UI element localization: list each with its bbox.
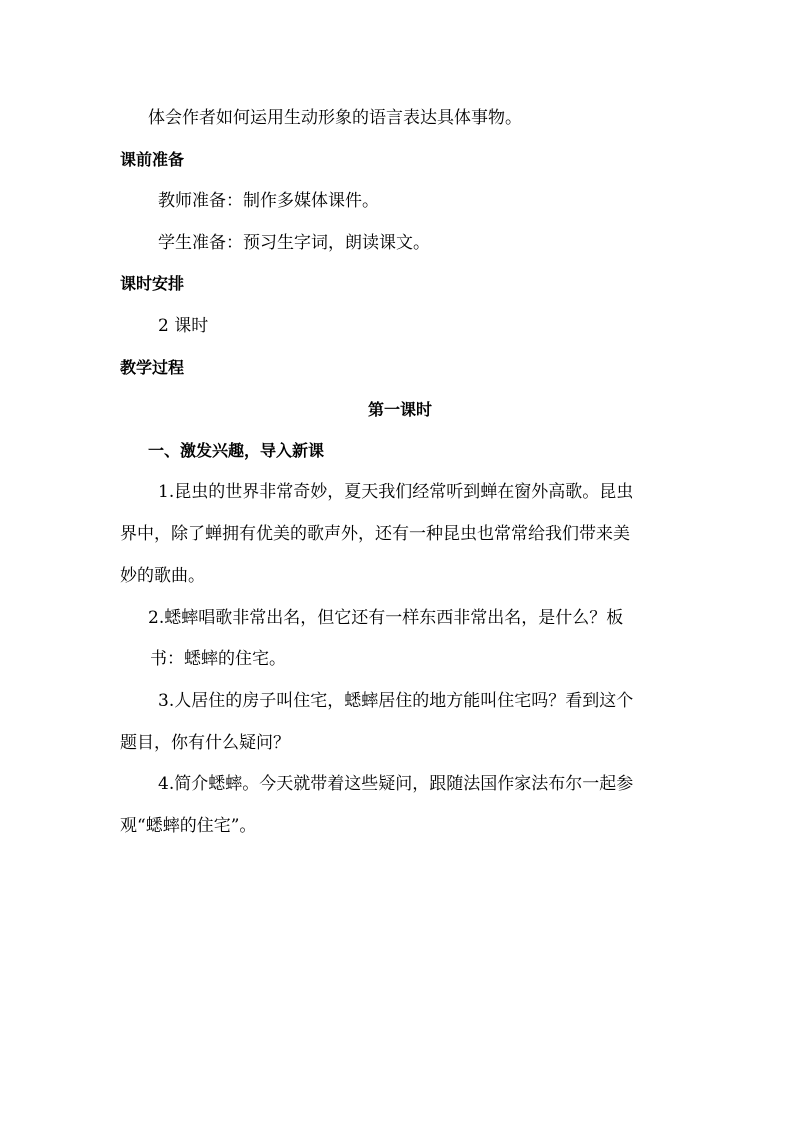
process-heading: 教学过程 xyxy=(120,358,185,377)
item-4-line-1: 4.简介蟋蟀。今天就带着这些疑问，跟随法国作家法布尔一起参 xyxy=(158,774,634,794)
prep-heading: 课前准备 xyxy=(120,150,185,169)
teacher-prep-line: 教师准备：制作多媒体课件。 xyxy=(158,191,379,211)
item-1-line-3: 妙的歌曲。 xyxy=(120,566,205,586)
schedule-heading: 课时安排 xyxy=(120,274,185,293)
item-3-line-1: 3.人居住的房子叫住宅，蟋蟀居住的地方能叫住宅吗？看到这个 xyxy=(158,691,634,711)
lesson-title: 第一课时 xyxy=(367,400,432,419)
item-3-line-2: 题目，你有什么疑问？ xyxy=(120,733,290,753)
intro-paragraph: 体会作者如何运用生动形象的语言表达具体事物。 xyxy=(148,108,522,128)
item-1-line-2: 界中，除了蝉拥有优美的歌声外，还有一种昆虫也常常给我们带来美 xyxy=(120,524,630,544)
item-1-line-1: 1.昆虫的世界非常奇妙，夏天我们经常听到蝉在窗外高歌。昆虫 xyxy=(158,482,634,502)
student-prep-line: 学生准备：预习生字词，朗读课文。 xyxy=(158,233,430,253)
item-2-line-2: 书：蟋蟀的住宅。 xyxy=(150,649,286,669)
section-1-title: 一、激发兴趣，导入新课 xyxy=(148,441,325,460)
item-4-line-2: 观“蟋蟀的住宅”。 xyxy=(120,816,257,836)
item-2-line-1: 2.蟋蟀唱歌非常出名，但它还有一样东西非常出名，是什么？板 xyxy=(148,608,624,628)
schedule-value: 2 课时 xyxy=(158,316,209,336)
